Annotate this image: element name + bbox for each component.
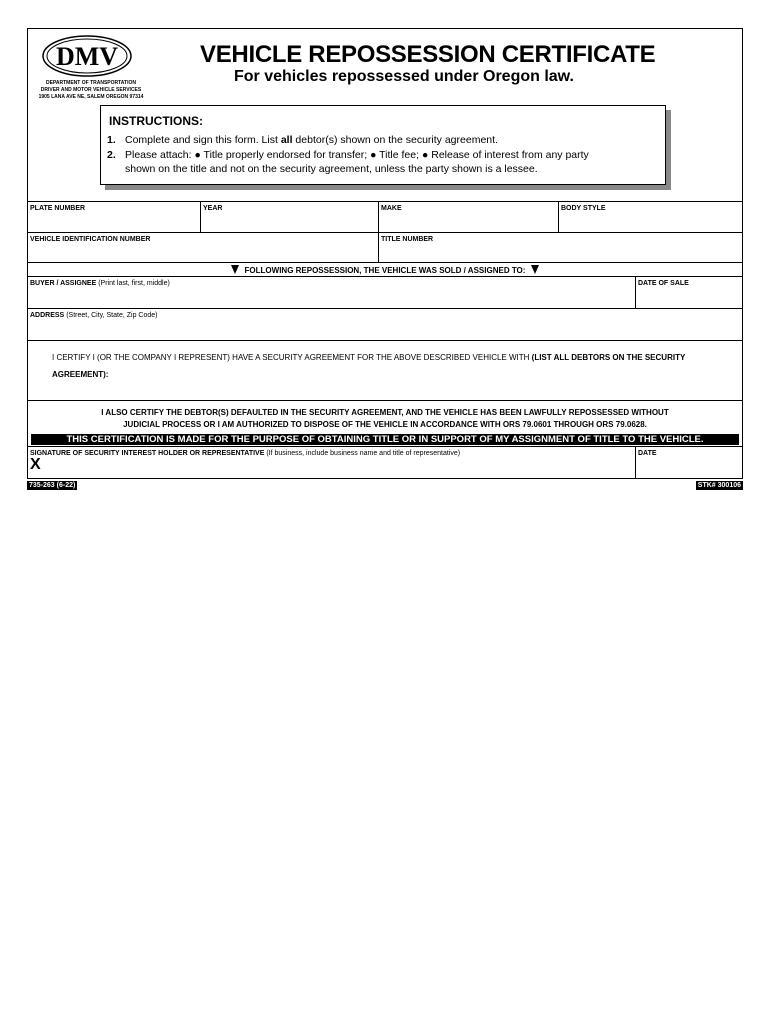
signature-field[interactable] [28, 447, 635, 478]
item-number: 1. [107, 134, 116, 146]
instruction-text: Complete and sign this form. List [125, 134, 281, 146]
signature-date-field[interactable] [635, 447, 742, 478]
repossession-form [27, 28, 743, 479]
signature-label-text: SIGNATURE OF SECURITY INTEREST HOLDER OR REPRESENTATIVE [30, 450, 265, 457]
instructions-heading: INSTRUCTIONS: [109, 114, 203, 128]
signature-note: (If business, include business name and title of representative) [266, 450, 461, 457]
default-statement-line: JUDICIAL PROCESS OR I AM AUTHORIZED TO DISPOSE OF THE VEHICLE IN ACCORDANCE WITH ORS 79.0601 THROUGH ORS 79.0628. [123, 420, 647, 429]
stock-number-badge: STK# 300106 [697, 482, 741, 489]
certify-debtors-row[interactable] [28, 340, 742, 400]
instruction-item-2-continued: shown on the title and not on the security agreement, unless the party shown is a lessee. [125, 163, 538, 175]
instruction-text: Please attach: [125, 149, 192, 161]
form-subtitle: For vehicles repossessed under Oregon law. [234, 68, 574, 85]
down-arrow-icon [231, 265, 239, 274]
address-field[interactable] [28, 309, 742, 340]
dmv-logo [42, 35, 132, 77]
form-title: VEHICLE REPOSSESSION CERTIFICATE [200, 41, 656, 68]
bullet-icon: ● [421, 149, 429, 161]
sold-banner-row [28, 262, 742, 276]
title-number-label: TITLE NUMBER [381, 236, 434, 243]
buyer-label [30, 280, 170, 287]
instructions-box [100, 105, 666, 185]
signature-row [28, 446, 742, 478]
body-style-label: BODY STYLE [561, 205, 606, 212]
attachment-fee: Title fee; [379, 149, 420, 161]
vehicle-info-row [28, 201, 742, 232]
vin-label: VEHICLE IDENTIFICATION NUMBER [30, 236, 151, 243]
certify-text: I CERTIFY I (OR THE COMPANY I REPRESENT) HAVE A SECURITY AGREEMENT FOR THE ABOVE DESCRIBED VEHICLE WITH [52, 353, 532, 362]
logo-text: DMV [55, 42, 119, 71]
plate-number-field[interactable] [28, 202, 200, 232]
certify-emphasis: (LIST ALL DEBTORS ON THE SECURITY AGREEMENT): [52, 353, 686, 379]
instruction-text: debtor(s) shown on the security agreement. [292, 134, 498, 146]
purpose-bar: THIS CERTIFICATION IS MADE FOR THE PURPOSE OF OBTAINING TITLE OR IN SUPPORT OF MY ASSIGNMENT OF TITLE TO THE VEHICLE. [31, 434, 739, 445]
make-field[interactable] [378, 202, 558, 232]
address-label [30, 312, 157, 319]
bullet-icon: ● [370, 149, 377, 161]
bullet-icon: ● [194, 149, 201, 161]
address-note: (Street, City, State, Zip Code) [66, 312, 158, 319]
body-style-field[interactable] [558, 202, 742, 232]
agency-line: DEPARTMENT OF TRANSPORTATION [46, 80, 136, 86]
date-of-sale-label: DATE OF SALE [638, 280, 689, 287]
date-of-sale-field[interactable] [635, 277, 742, 308]
form-number-badge: 735-263 (6-22) [29, 482, 76, 489]
default-statement-row [28, 400, 742, 434]
item-number: 2. [107, 149, 116, 161]
address-label-text: ADDRESS [30, 312, 65, 319]
agency-address [32, 80, 150, 101]
instruction-item-2 [107, 149, 589, 161]
year-label: YEAR [203, 205, 223, 212]
attachment-release: Release of interest from any party [431, 149, 589, 161]
sold-banner [28, 265, 742, 275]
plate-number-label: PLATE NUMBER [30, 205, 86, 212]
buyer-row [28, 276, 742, 308]
sold-banner-text: FOLLOWING REPOSSESSION, THE VEHICLE WAS SOLD / ASSIGNED TO: [244, 266, 526, 275]
signature-date-label: DATE [638, 450, 657, 457]
instruction-emphasis: all [280, 134, 293, 146]
address-row [28, 308, 742, 340]
down-arrow-icon [531, 265, 539, 274]
buyer-field[interactable] [28, 277, 635, 308]
attachment-title: Title properly endorsed for transfer; [203, 149, 368, 161]
title-number-field[interactable] [378, 233, 742, 262]
certify-statement [52, 349, 722, 383]
year-field[interactable] [200, 202, 378, 232]
form-header [28, 29, 742, 201]
vin-row [28, 232, 742, 262]
default-statement [28, 407, 742, 431]
agency-line: 1905 LANA AVE NE, SALEM OREGON 97314 [38, 94, 144, 100]
vin-field[interactable] [28, 233, 378, 262]
instruction-item-1 [107, 134, 498, 146]
buyer-note: (Print last, first, middle) [98, 280, 170, 287]
signature-x-mark: X [30, 456, 41, 473]
buyer-label-text: BUYER / ASSIGNEE [30, 280, 97, 287]
default-statement-line: I ALSO CERTIFY THE DEBTOR(S) DEFAULTED IN THE SECURITY AGREEMENT, AND THE VEHICLE HAS BEEN LAWFULLY REPOSSESSED WITHOUT [101, 408, 669, 417]
signature-label [30, 450, 460, 457]
agency-line: DRIVER AND MOTOR VEHICLE SERVICES [40, 87, 142, 93]
make-label: MAKE [381, 205, 402, 212]
